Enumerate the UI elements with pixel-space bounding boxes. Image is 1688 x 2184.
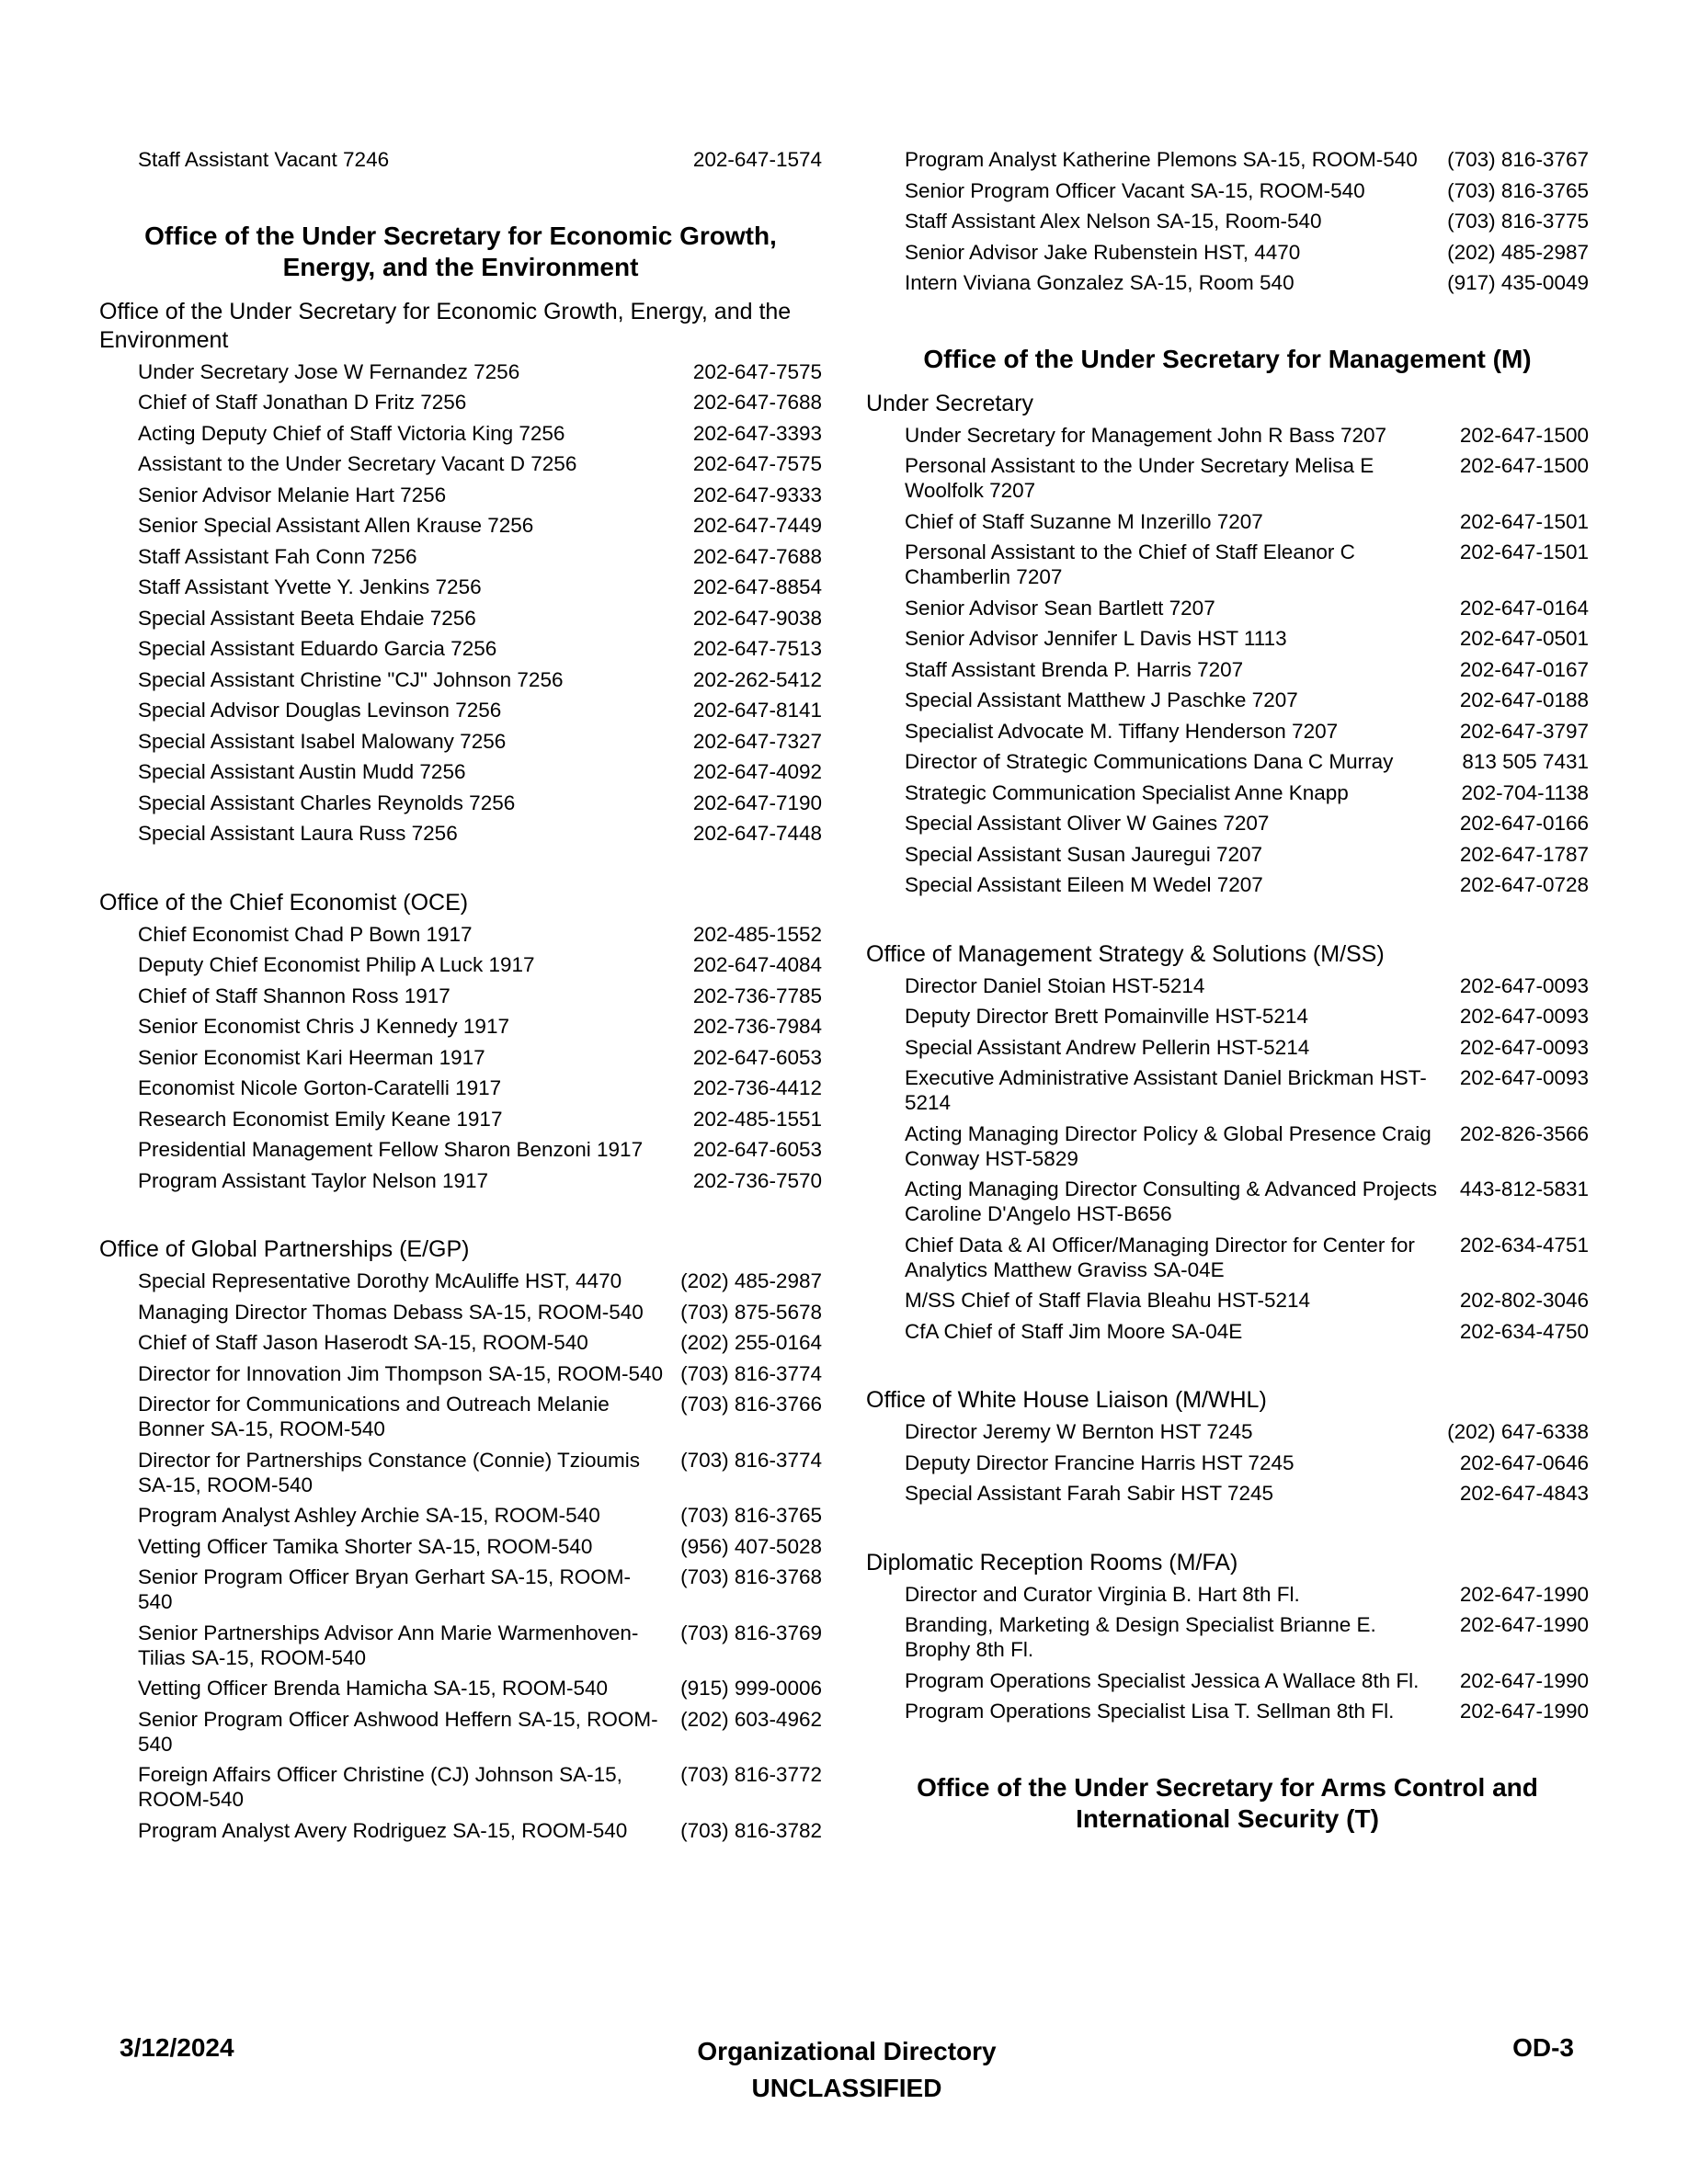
directory-entry [866,1177,1589,1226]
directory-entry [99,1075,822,1100]
entry-name: Director for Communications and Outreach Melanie Bonner SA-15, ROOM-540 [138,1393,610,1440]
entry-phone: 202-736-7984 [692,1015,822,1038]
entry-phone: (703) 816-3774 [680,1448,822,1472]
directory-entry [99,1107,822,1132]
footer-title: Organizational Directory [697,2037,997,2065]
entry-name: Economist Nicole Gorton-Caratelli 1917 [138,1076,502,1099]
entry-name: Senior Economist Kari Heerman 1917 [138,1045,485,1069]
entry-phone: 202-647-0093 [1459,1066,1589,1089]
entry-name: Vetting Officer Tamika Shorter SA-15, ROOM-540 [138,1534,593,1558]
entry-phone: 443-812-5831 [1459,1177,1589,1200]
entry-name: Staff Assistant Vacant 7246 [138,148,390,171]
entry-phone: 202-647-7513 [692,637,822,660]
directory-entry [99,1448,822,1497]
entry-phone: (703) 816-3768 [680,1565,822,1588]
entry-phone: 202-647-9333 [692,483,822,506]
entry-name: Senior Partnerships Advisor Ann Marie Warmenhoven-Tilias SA-15, ROOM-540 [138,1621,639,1669]
entry-name: Senior Program Officer Ashwood Heffern SA-15, ROOM-540 [138,1707,658,1756]
entry-phone: 202-802-3046 [1459,1289,1589,1312]
directory-entry [99,1707,822,1757]
directory-entry [866,1121,1589,1171]
directory-entry [866,973,1589,998]
entry-phone: 202-704-1138 [1461,780,1589,804]
entry-name: Strategic Communication Specialist Anne Knapp [905,780,1349,804]
entry-phone: 202-485-1551 [692,1107,822,1131]
directory-entry [99,1014,822,1039]
directory-entry [99,359,822,384]
entry-name: Director for Innovation Jim Thompson SA-15, ROOM-540 [138,1361,664,1385]
entry-phone: (703) 816-3775 [1447,210,1589,233]
entry-name: Special Assistant Beeta Ehdaie 7256 [138,606,476,630]
entry-phone: (202) 255-0164 [680,1331,822,1354]
entry-name: Chief Economist Chad P Bown 1917 [138,922,473,946]
entry-phone: 202-647-1990 [1459,1700,1589,1723]
directory-entry [99,1045,822,1070]
directory-entry [99,952,822,977]
section-heading: Office of the Under Secretary for Management (M) [923,344,1532,373]
entry-name: Special Assistant Austin Mudd 7256 [138,760,466,783]
entry-phone: 202-647-3797 [1459,719,1589,743]
entry-name: Intern Viviana Gonzalez SA-15, Room 540 [905,271,1295,294]
entry-phone: 202-647-7575 [692,452,822,475]
directory-entry [99,1361,822,1386]
directory-entry [99,1168,822,1193]
directory-entry [866,688,1589,712]
directory-entry [866,1419,1589,1444]
directory-entry [866,1582,1589,1607]
directory-entry [99,1330,822,1355]
entry-phone: 202-647-1501 [1459,509,1589,533]
entry-name: Personal Assistant to the Under Secretary Melisa E Woolfolk 7207 [905,454,1374,502]
entry-phone: 202-647-1787 [1459,842,1589,866]
entry-name: Special Assistant Laura Russ 7256 [138,822,458,845]
directory-entry [99,574,822,599]
entry-phone: 202-647-7449 [692,514,822,537]
entry-name: Chief of Staff Jason Haserodt SA-15, ROOM-540 [138,1331,588,1354]
entry-name: Acting Managing Director Policy & Global Presence Craig Conway HST-5829 [905,1121,1431,1170]
entry-phone: 202-647-0646 [1459,1450,1589,1474]
entry-name: Deputy Director Francine Harris HST 7245 [905,1450,1295,1474]
office-subheading: Office of the Chief Economist (OCE) [99,889,469,916]
directory-entry [866,453,1589,503]
entry-phone: 202-647-6053 [692,1045,822,1069]
directory-entry [866,1288,1589,1313]
entry-name: Special Assistant Eileen M Wedel 7207 [905,873,1263,896]
directory-entry [866,1450,1589,1475]
footer-date: 3/12/2024 [120,2033,234,2062]
entry-name: Director for Partnerships Constance (Connie) Tzioumis SA-15, ROOM-540 [138,1448,641,1496]
entry-name: Deputy Director Brett Pomainville HST-5214 [905,1005,1308,1028]
entry-phone: 202-634-4750 [1459,1319,1589,1343]
entry-name: Staff Assistant Alex Nelson SA-15, Room-540 [905,210,1322,233]
entry-name: Senior Special Assistant Allen Krause 7256 [138,514,534,537]
entry-phone: 202-647-0188 [1459,688,1589,711]
entry-name: Special Assistant Charles Reynolds 7256 [138,791,516,814]
directory-entry [99,1676,822,1701]
footer-classification: UNCLASSIFIED [751,2074,942,2102]
entry-phone: (703) 875-5678 [680,1300,822,1324]
entry-phone: (703) 816-3766 [680,1393,822,1416]
entry-phone: 202-647-9038 [692,606,822,630]
page-footer [120,2033,1574,2107]
entry-name: Program Assistant Taylor Nelson 1917 [138,1168,489,1192]
entry-name: Special Assistant Andrew Pellerin HST-5214 [905,1035,1310,1059]
directory-entry [99,1268,822,1293]
entry-phone: 202-647-7327 [692,729,822,753]
directory-entry [866,596,1589,620]
entry-phone: 202-647-0167 [1459,657,1589,681]
directory-entry [866,178,1589,203]
directory-entry [866,872,1589,897]
entry-phone: 813 505 7431 [1462,750,1589,773]
office-subheading: Diplomatic Reception Rooms (M/FA) [866,1549,1238,1575]
entry-name: Director Jeremy W Bernton HST 7245 [905,1420,1253,1443]
entry-name: Special Assistant Christine "CJ" Johnson 7256 [138,667,564,691]
directory-entry [99,421,822,446]
entry-name: Senior Advisor Melanie Hart 7256 [138,483,447,506]
entry-phone: (917) 435-0049 [1447,271,1589,294]
directory-entry [866,209,1589,233]
directory-entry [99,513,822,538]
entry-phone: (703) 816-3767 [1447,148,1589,171]
entry-phone: 202-647-4092 [692,760,822,783]
entry-phone: (703) 816-3769 [680,1621,822,1644]
entry-name: M/SS Chief of Staff Flavia Bleahu HST-5214 [905,1289,1311,1312]
directory-entry [99,1300,822,1325]
directory-entry [99,483,822,507]
entry-phone: 202-647-1501 [1459,540,1589,563]
footer-center [120,2033,1574,2107]
entry-name: Staff Assistant Fah Conn 7256 [138,544,417,568]
directory-entry [99,390,822,415]
directory-entry [866,509,1589,534]
entry-name: Senior Program Officer Bryan Gerhart SA-15, ROOM-540 [138,1565,632,1613]
entry-phone: 202-647-0501 [1459,627,1589,650]
directory-entry [866,780,1589,805]
entry-name: Director Daniel Stoian HST-5214 [905,973,1205,997]
office-subheading: Office of Global Partnerships (E/GP) [99,1236,470,1262]
directory-entry [99,984,822,1008]
directory-entry [99,1392,822,1441]
entry-phone: (202) 485-2987 [680,1269,822,1292]
entry-name: Chief of Staff Shannon Ross 1917 [138,984,451,1007]
directory-entry [99,1762,822,1812]
entry-name: Senior Advisor Sean Bartlett 7207 [905,596,1215,620]
entry-name: Chief of Staff Suzanne M Inzerillo 7207 [905,509,1263,533]
entry-phone: 202-647-4843 [1459,1482,1589,1505]
entry-phone: 202-647-1990 [1459,1668,1589,1692]
directory-entry [99,1818,822,1843]
directory-entry [99,667,822,692]
entry-phone: 202-647-1990 [1459,1613,1589,1636]
entry-name: Vetting Officer Brenda Hamicha SA-15, ROOM-540 [138,1677,609,1700]
entry-name: Acting Deputy Chief of Staff Victoria King 7256 [138,421,565,445]
entry-name: Staff Assistant Yvette Y. Jenkins 7256 [138,575,482,598]
entry-phone: 202-647-0728 [1459,873,1589,896]
entry-phone: 202-647-0093 [1459,1035,1589,1059]
entry-phone: 202-647-6053 [692,1138,822,1161]
entry-phone: 202-647-1574 [692,148,822,171]
directory-entry [866,1668,1589,1693]
entry-name: Program Analyst Avery Rodriguez SA-15, ROOM-540 [138,1818,628,1842]
directory-entry [866,842,1589,867]
entry-name: Senior Program Officer Vacant SA-15, ROOM-540 [905,178,1365,202]
directory-entry [866,540,1589,589]
entry-name: Specialist Advocate M. Tiffany Henderson 7207 [905,719,1339,743]
entry-name: Senior Advisor Jake Rubenstein HST, 4470 [905,240,1301,264]
section-heading: Office of the Under Secretary for Economic Growth, Energy, and the Environment [144,221,777,281]
footer-page-number: OD-3 [1512,2033,1574,2062]
entry-name: Under Secretary Jose W Fernandez 7256 [138,359,520,383]
entry-phone: 202-647-1500 [1459,454,1589,477]
entry-phone: (703) 816-3772 [680,1763,822,1786]
directory-entry [866,270,1589,295]
directory-entry [99,698,822,722]
entry-phone: (202) 647-6338 [1447,1420,1589,1443]
entry-phone: 202-826-3566 [1459,1121,1589,1145]
entry-phone: (956) 407-5028 [680,1534,822,1558]
entry-phone: 202-647-7448 [692,822,822,845]
entry-phone: 202-647-8854 [692,575,822,598]
entry-phone: 202-647-1990 [1459,1582,1589,1606]
directory-entry [99,759,822,784]
entry-phone: 202-485-1552 [692,922,822,946]
directory-entry [99,791,822,815]
entry-phone: 202-647-0164 [1459,596,1589,620]
directory-entry [866,1699,1589,1723]
entry-phone: 202-647-7190 [692,791,822,814]
entry-name: Branding, Marketing & Design Specialist Brianne E. Brophy 8th Fl. [905,1613,1376,1661]
directory-entry [99,729,822,754]
entry-phone: 202-736-7785 [692,984,822,1007]
entry-name: Under Secretary for Management John R Bass 7207 [905,423,1387,447]
entry-name: Special Representative Dorothy McAuliffe HST, 4470 [138,1269,622,1292]
entry-name: Special Assistant Eduardo Garcia 7256 [138,637,497,660]
entry-name: Chief of Staff Jonathan D Fritz 7256 [138,391,467,414]
directory-entry [99,1534,822,1559]
entry-phone: 202-647-3393 [692,421,822,445]
directory-entry [99,1503,822,1528]
office-subheading: Office of Management Strategy & Solutions (M/SS) [866,940,1385,967]
entry-name: Special Assistant Isabel Malowany 7256 [138,729,507,753]
directory-entry [99,147,822,172]
directory-entry [99,544,822,569]
directory-entry [99,1137,822,1162]
entry-phone: (703) 816-3765 [1447,178,1589,202]
entry-phone: 202-647-7575 [692,359,822,383]
entry-name: Program Operations Specialist Jessica A Wallace 8th Fl. [905,1668,1420,1692]
entry-phone: 202-736-4412 [692,1076,822,1099]
entry-name: Special Assistant Farah Sabir HST 7245 [905,1482,1274,1505]
entry-phone: 202-647-0093 [1459,973,1589,997]
entry-name: Program Operations Specialist Lisa T. Sellman 8th Fl. [905,1700,1395,1723]
entry-name: Chief Data & AI Officer/Managing Director for Center for Analytics Matthew Graviss SA-04E [905,1233,1415,1281]
directory-entry [99,1564,822,1614]
entry-phone: (703) 816-3765 [680,1504,822,1527]
entry-name: Senior Advisor Jennifer L Davis HST 1113 [905,627,1287,650]
entry-phone: 202-262-5412 [692,667,822,691]
entry-name: Special Advisor Douglas Levinson 7256 [138,699,502,722]
directory-entry [866,657,1589,682]
entry-name: Special Assistant Matthew J Paschke 7207 [905,688,1298,711]
entry-name: Program Analyst Ashley Archie SA-15, ROOM-540 [138,1504,600,1527]
entry-name: CfA Chief of Staff Jim Moore SA-04E [905,1319,1243,1343]
directory-entry [99,922,822,947]
directory-entry [866,147,1589,172]
entry-name: Program Analyst Katherine Plemons SA-15, ROOM-540 [905,148,1418,171]
entry-name: Assistant to the Under Secretary Vacant D 7256 [138,452,577,475]
entry-name: Managing Director Thomas Debass SA-15, ROOM-540 [138,1300,644,1324]
directory-entry [866,749,1589,774]
entry-phone: 202-634-4751 [1459,1233,1589,1257]
entry-phone: 202-647-0166 [1459,812,1589,835]
entry-name: Presidential Management Fellow Sharon Benzoni 1917 [138,1138,644,1161]
directory-entry [866,811,1589,836]
directory-entry [99,606,822,631]
entry-name: Personal Assistant to the Chief of Staff Eleanor C Chamberlin 7207 [905,540,1355,588]
entry-name: Director of Strategic Communications Dana C Murray [905,750,1394,773]
entry-phone: (703) 816-3774 [680,1361,822,1385]
entry-name: Senior Economist Chris J Kennedy 1917 [138,1015,509,1038]
directory-entry [866,1481,1589,1506]
directory-entry [866,423,1589,448]
directory-entry [866,1065,1589,1115]
entry-phone: 202-647-8141 [692,699,822,722]
entry-name: Executive Administrative Assistant Daniel Brickman HST-5214 [905,1066,1427,1114]
entry-name: Deputy Chief Economist Philip A Luck 1917 [138,953,535,976]
office-subheading: Office of White House Liaison (M/WHL) [866,1387,1267,1413]
directory-entry [866,1612,1589,1662]
directory-entry [99,451,822,476]
entry-phone: 202-647-7688 [692,544,822,568]
directory-entry [866,626,1589,651]
entry-phone: 202-736-7570 [692,1168,822,1192]
entry-phone: 202-647-0093 [1459,1005,1589,1028]
entry-name: Foreign Affairs Officer Christine (CJ) Johnson SA-15, ROOM-540 [138,1763,622,1811]
office-subheading: Under Secretary [866,390,1034,416]
entry-phone: (915) 999-0006 [680,1677,822,1700]
directory-entry [866,240,1589,265]
entry-phone: 202-647-4084 [692,953,822,976]
directory-entry [866,1233,1589,1282]
entry-phone: (202) 485-2987 [1447,240,1589,264]
section-heading: Office of the Under Secretary for Arms Control and International Security (T) [917,1772,1538,1833]
entry-phone: (202) 603-4962 [680,1707,822,1731]
left-column [99,147,822,1848]
entry-name: Special Assistant Oliver W Gaines 7207 [905,812,1270,835]
entry-name: Director and Curator Virginia B. Hart 8th Fl. [905,1582,1300,1606]
directory-entry [866,719,1589,744]
right-column [866,147,1589,1849]
directory-entry [866,1004,1589,1029]
entry-name: Research Economist Emily Keane 1917 [138,1107,503,1131]
directory-entry [99,636,822,661]
entry-name: Special Assistant Susan Jauregui 7207 [905,842,1263,866]
entry-name: Staff Assistant Brenda P. Harris 7207 [905,657,1244,681]
entry-phone: (703) 816-3782 [680,1818,822,1842]
office-subheading: Office of the Under Secretary for Economic Growth, Energy, and the Environment [99,298,792,353]
entry-name: Acting Managing Director Consulting & Advanced Projects Caroline D'Angelo HST-B656 [905,1177,1438,1225]
directory-entry [99,821,822,846]
directory-entry [866,1035,1589,1060]
directory-entry [866,1319,1589,1344]
entry-phone: 202-647-1500 [1459,423,1589,447]
directory-entry [99,1621,822,1670]
entry-phone: 202-647-7688 [692,391,822,414]
